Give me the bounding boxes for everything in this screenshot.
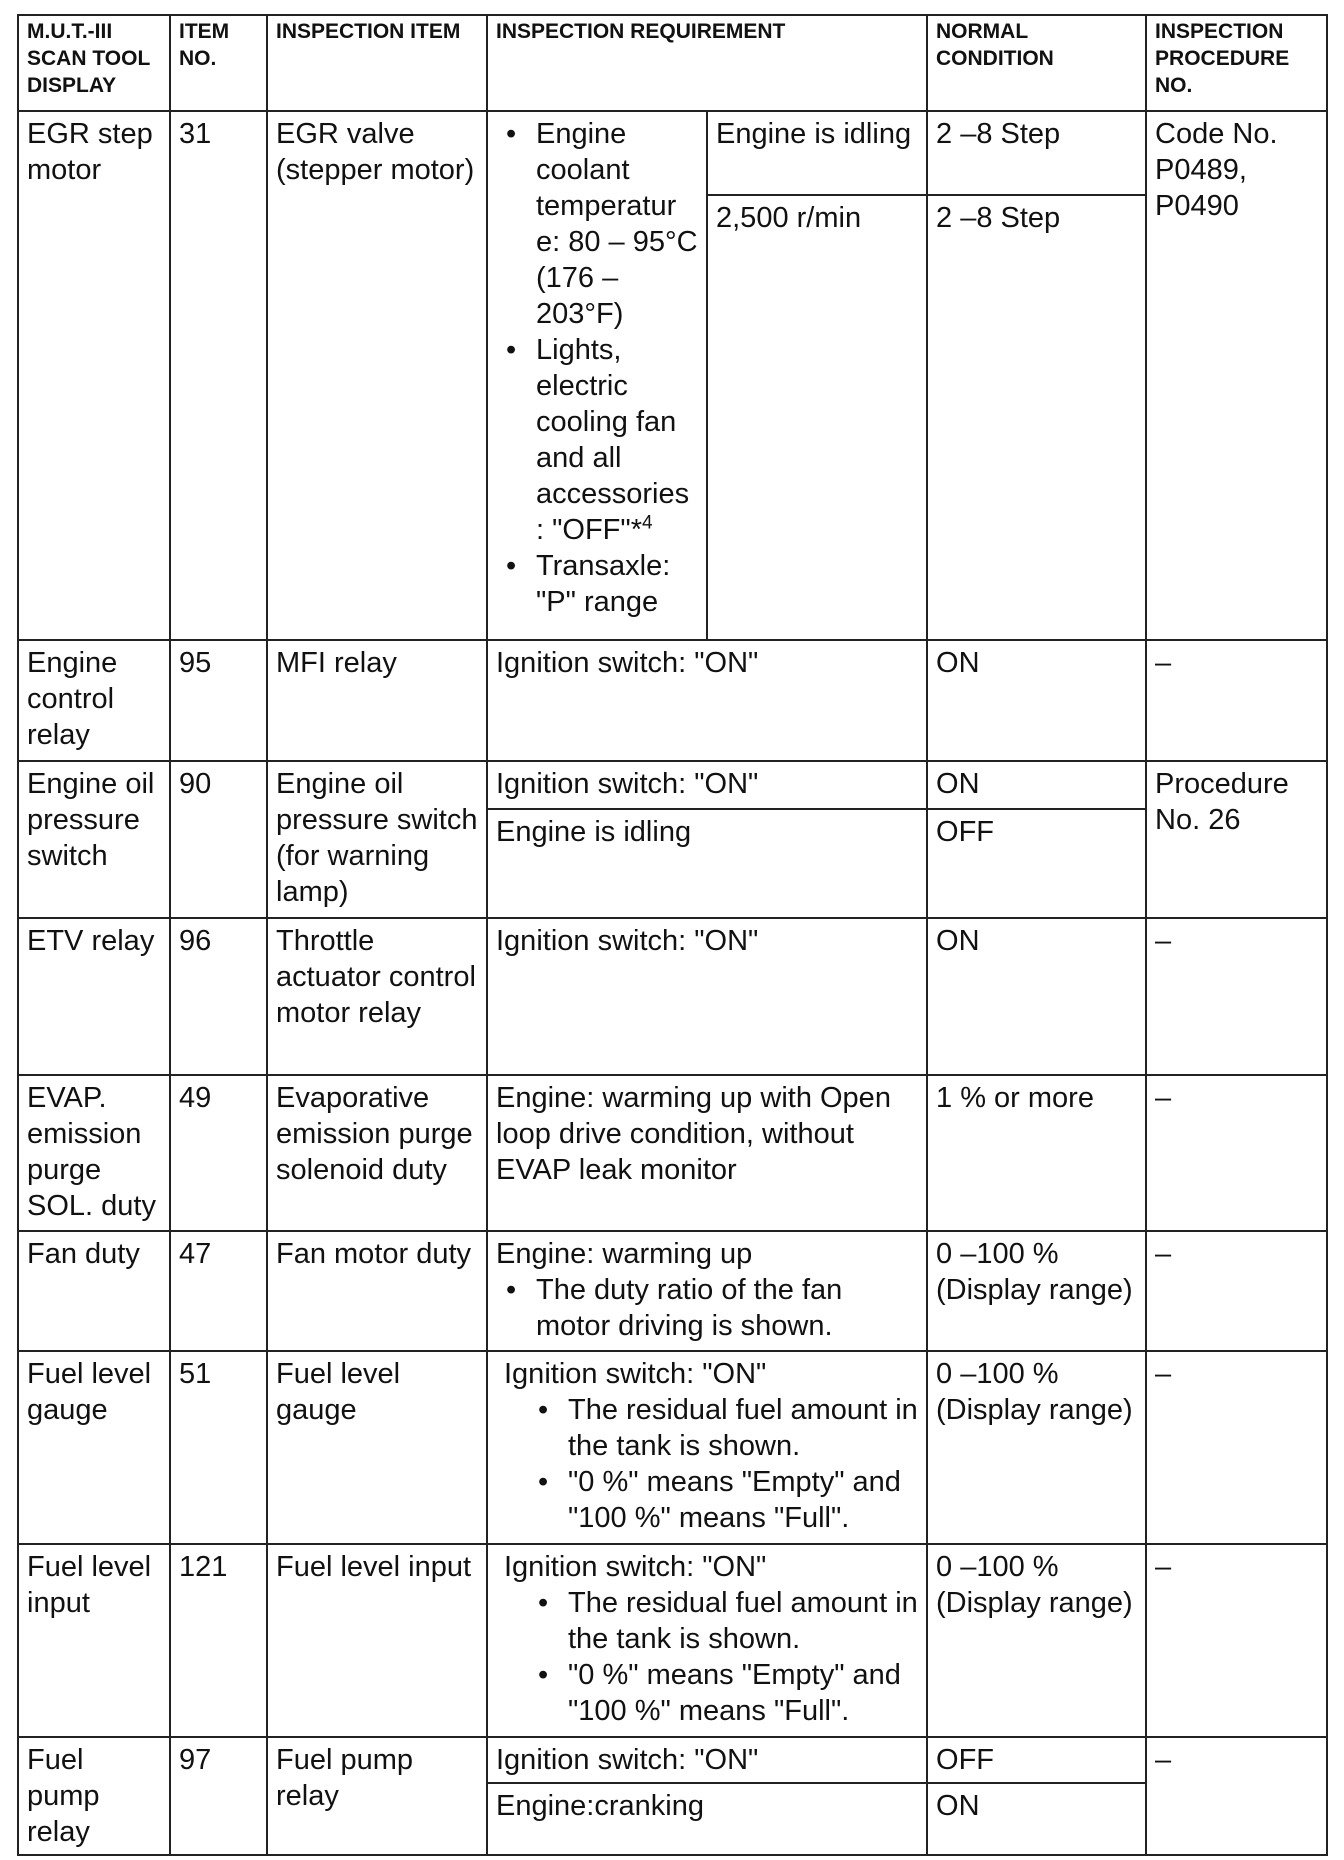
cell-display: EGR step motor (18, 111, 170, 640)
table-row-fuel-level-input (18, 1544, 1327, 1737)
cell-procedure: – (1146, 1351, 1327, 1544)
cell-normal-condition: 0 –100 % (Display range) (927, 1351, 1146, 1544)
table-row-fuel-pump-relay (18, 1737, 1327, 1783)
cell-procedure: Procedure No. 26 (1146, 761, 1327, 918)
cell-procedure: – (1146, 640, 1327, 761)
cell-display: ETV relay (18, 918, 170, 1075)
cell-procedure: Code No. P0489, P0490 (1146, 111, 1327, 640)
cell-item-no: 95 (170, 640, 267, 761)
cell-normal-condition: 0 –100 % (Display range) (927, 1544, 1146, 1737)
cell-requirement: Ignition switch: "ON" (487, 918, 927, 1075)
requirement-note: • "0 %" means "Empty" and "100 %" means "Full". (568, 1464, 918, 1536)
cell-state-idling: Engine is idling (707, 111, 927, 195)
requirement-text: Engine: warming up (496, 1238, 753, 1270)
header-item-no: ITEM NO. (170, 15, 267, 111)
cell-item-no: 121 (170, 1544, 267, 1737)
cell-requirement-ignition-on: Ignition switch: "ON" (487, 1737, 927, 1783)
cell-inspection-item: Engine oil pressure switch (for warning lamp) (267, 761, 487, 918)
requirement-text: Ignition switch: "ON" (504, 1551, 767, 1583)
cell-display: Fuel level gauge (18, 1351, 170, 1544)
cell-state-2500rpm: 2,500 r/min (707, 195, 927, 640)
cell-inspection-item: Evaporative emission purge solenoid duty (267, 1075, 487, 1231)
cell-normal-ignition-on: ON (927, 761, 1146, 809)
cell-normal-ignition-on: OFF (927, 1737, 1146, 1783)
cell-display: Fan duty (18, 1231, 170, 1351)
cell-requirement-ignition-on: Ignition switch: "ON" (487, 761, 927, 809)
header-inspection-procedure: INSPECTION PROCEDURE NO. (1146, 15, 1327, 111)
cell-inspection-item: Fan motor duty (267, 1231, 487, 1351)
cell-requirement-cranking: Engine:cranking (487, 1783, 927, 1855)
footnote-mark: 4 (641, 512, 653, 534)
table-row-fuel-level-gauge (18, 1351, 1327, 1544)
cell-item-no: 97 (170, 1737, 267, 1855)
condition-accessories-text: Lights, electric cooling fan and all accessories : "OFF"* (536, 334, 690, 546)
cell-inspection-item: Fuel level gauge (267, 1351, 487, 1544)
header-inspection-requirement: INSPECTION REQUIREMENT (487, 15, 927, 111)
condition-coolant-temperature: • Engine coolant temperatur e: 80 – 95°C (176 – 203°F) (536, 116, 698, 332)
cell-display: Engine control relay (18, 640, 170, 761)
cell-requirement-conditions (487, 111, 707, 640)
cell-item-no: 96 (170, 918, 267, 1075)
requirement-note: • The residual fuel amount in the tank is shown. (568, 1585, 918, 1657)
table-row-fan-duty (18, 1231, 1327, 1351)
cell-requirement (487, 1544, 927, 1737)
cell-requirement-idling: Engine is idling (487, 809, 927, 918)
inspection-table (17, 14, 1328, 1856)
cell-requirement (487, 1351, 927, 1544)
table-row-engine-control-relay (18, 640, 1327, 761)
cell-procedure: – (1146, 918, 1327, 1075)
cell-inspection-item: Fuel level input (267, 1544, 487, 1737)
header-inspection-item: INSPECTION ITEM (267, 15, 487, 111)
condition-accessories-off (536, 332, 698, 548)
table-row-engine-oil-pressure-switch (18, 761, 1327, 809)
cell-item-no: 47 (170, 1231, 267, 1351)
requirement-text: Ignition switch: "ON" (504, 1358, 767, 1390)
requirement-note: • "0 %" means "Empty" and "100 %" means "Full". (568, 1657, 918, 1729)
header-scan-tool-display: M.U.T.-III SCAN TOOL DISPLAY (18, 15, 170, 111)
cell-requirement: Ignition switch: "ON" (487, 640, 927, 761)
table-row-egr-step-motor (18, 111, 1327, 195)
header-normal-condition: NORMAL CONDITION (927, 15, 1146, 111)
table-row-etv-relay (18, 918, 1327, 1075)
cell-inspection-item: MFI relay (267, 640, 487, 761)
cell-item-no: 31 (170, 111, 267, 640)
cell-item-no: 49 (170, 1075, 267, 1231)
cell-normal-cranking: ON (927, 1783, 1146, 1855)
cell-item-no: 90 (170, 761, 267, 918)
cell-normal-condition: ON (927, 640, 1146, 761)
cell-inspection-item: Fuel pump relay (267, 1737, 487, 1855)
cell-inspection-item: Throttle actuator control motor relay (267, 918, 487, 1075)
cell-procedure: – (1146, 1231, 1327, 1351)
cell-procedure: – (1146, 1075, 1327, 1231)
cell-inspection-item: EGR valve (stepper motor) (267, 111, 487, 640)
cell-item-no: 51 (170, 1351, 267, 1544)
requirement-note: • The duty ratio of the fan motor driving is shown. (536, 1272, 918, 1344)
cell-display: Fuel level input (18, 1544, 170, 1737)
cell-normal-idling: 2 –8 Step (927, 111, 1146, 195)
cell-normal-condition: ON (927, 918, 1146, 1075)
requirement-note: • The residual fuel amount in the tank is shown. (568, 1392, 918, 1464)
cell-requirement (487, 1231, 927, 1351)
cell-normal-2500rpm: 2 –8 Step (927, 195, 1146, 640)
cell-normal-idling: OFF (927, 809, 1146, 918)
cell-display: Fuel pump relay (18, 1737, 170, 1855)
cell-procedure: – (1146, 1737, 1327, 1855)
cell-display: Engine oil pressure switch (18, 761, 170, 918)
header-row (18, 15, 1327, 111)
table-row-evap-purge-duty (18, 1075, 1327, 1231)
inspection-table-page (17, 14, 1326, 1860)
cell-display: EVAP. emission purge SOL. duty (18, 1075, 170, 1231)
cell-normal-condition: 0 –100 % (Display range) (927, 1231, 1146, 1351)
cell-normal-condition: 1 % or more (927, 1075, 1146, 1231)
condition-transaxle: • Transaxle: "P" range (536, 548, 698, 620)
cell-requirement: Engine: warming up with Open loop drive condition, without EVAP leak monitor (487, 1075, 927, 1231)
cell-procedure: – (1146, 1544, 1327, 1737)
